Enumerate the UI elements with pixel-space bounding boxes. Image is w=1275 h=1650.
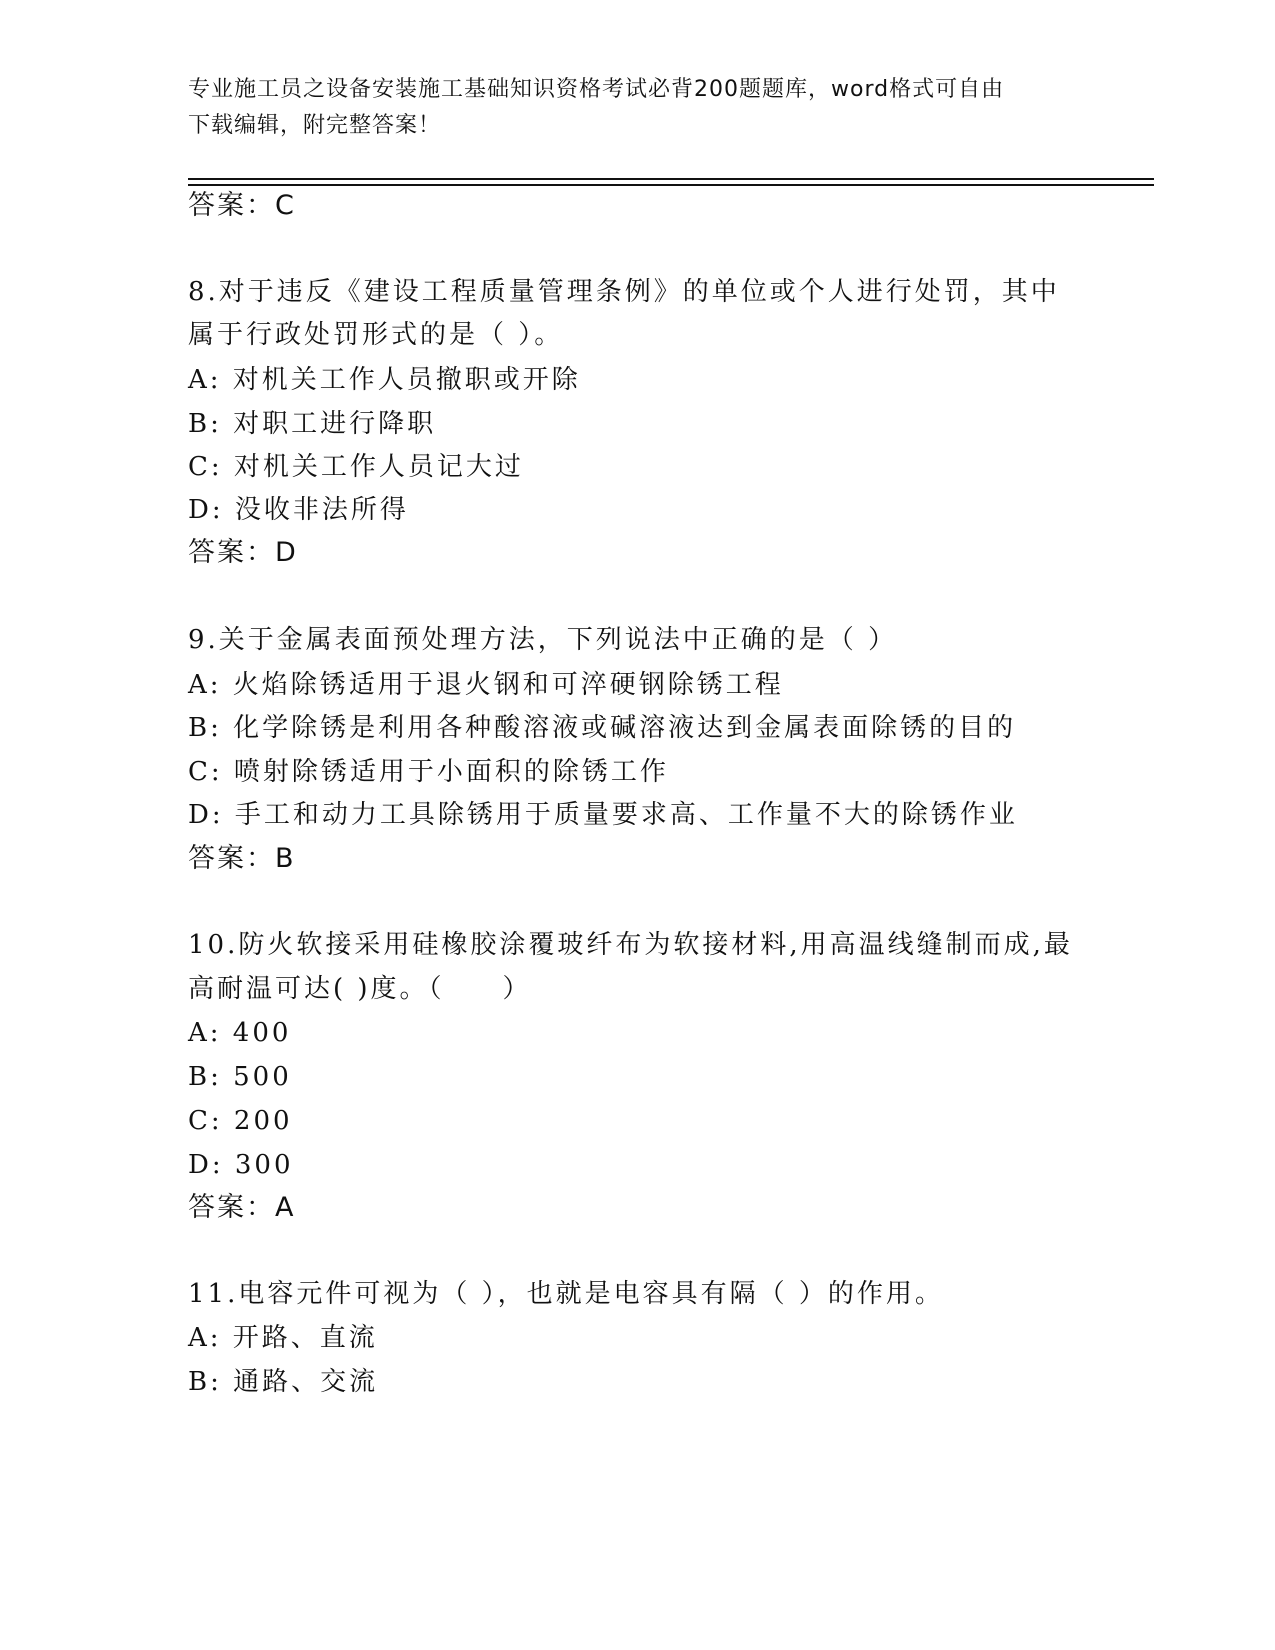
document-header (188, 72, 1088, 144)
answer-q8: 答案：D (188, 537, 298, 568)
question-10-option-d: D: 300 (188, 1150, 294, 1180)
question-10-option-a: A: 400 (188, 1018, 292, 1048)
question-8-option-a: A: 对机关工作人员撤职或开除 (188, 365, 581, 395)
question-9-option-d: D: 手工和动力工具除锈用于质量要求高、工作量不大的除锈作业 (188, 800, 1018, 830)
question-8-text-line-1: 8.对于违反《建设工程质量管理条例》的单位或个人进行处罚，其中 (188, 277, 1060, 307)
question-9-text-line-1: 9.关于金属表面预处理方法，下列说法中正确的是（ ） (188, 625, 898, 655)
header-divider-top (188, 178, 1154, 180)
question-8-option-d: D: 没收非法所得 (188, 495, 409, 525)
question-9-option-c: C: 喷射除锈适用于小面积的除锈工作 (188, 757, 669, 787)
question-10-option-c: C: 200 (188, 1106, 293, 1136)
answer-q9: 答案：B (188, 843, 296, 874)
answer-q7: 答案：C (188, 190, 296, 221)
question-9-option-b: B: 化学除锈是利用各种酸溶液或碱溶液达到金属表面除锈的目的 (188, 713, 1017, 743)
question-9-option-a: A: 火焰除锈适用于退火钢和可淬硬钢除锈工程 (188, 670, 784, 700)
question-11-option-a: A: 开路、直流 (188, 1323, 378, 1353)
question-11-text-line-1: 11.电容元件可视为（ ），也就是电容具有隔（ ）的作用。 (188, 1279, 944, 1309)
answer-q10: 答案：A (188, 1192, 296, 1223)
header-line-2: 下载编辑，附完整答案！ (188, 113, 442, 138)
question-8-text-line-2: 属于行政处罚形式的是（ ）。 (188, 320, 564, 350)
header-divider-bottom (188, 184, 1154, 186)
question-11-option-b: B: 通路、交流 (188, 1367, 379, 1397)
question-8-option-b: B: 对职工进行降职 (188, 409, 437, 439)
question-10-text-line-1: 10.防火软接采用硅橡胶涂覆玻纤布为软接材料,用高温线缝制而成,最 (188, 930, 1073, 960)
header-line-1: 专业施工员之设备安装施工基础知识资格考试必背200题题库，word格式可自由 (188, 77, 1005, 102)
question-8-option-c: C: 对机关工作人员记大过 (188, 452, 524, 482)
question-10-option-b: B: 500 (188, 1062, 292, 1092)
question-10-text-line-2: 高耐温可达( )度。（ ） (188, 974, 532, 1004)
